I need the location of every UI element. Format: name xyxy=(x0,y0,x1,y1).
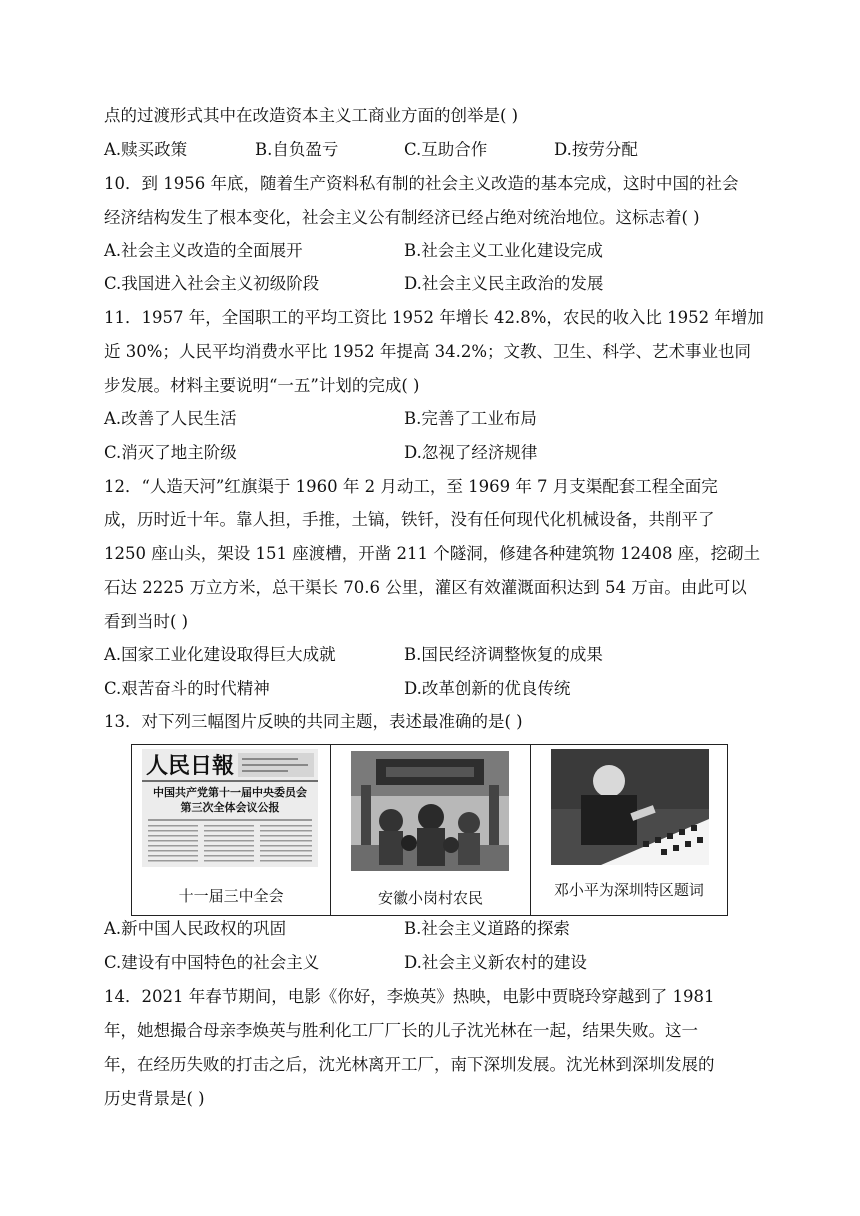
q12-option-a: A.国家工业化建设取得巨大成就 xyxy=(104,645,336,664)
q12-option-b: B.国民经济调整恢复的成果 xyxy=(404,645,603,664)
q13-option-a: A.新中国人民政权的巩固 xyxy=(104,919,287,938)
q9-option-c: C.互助合作 xyxy=(404,140,488,159)
q14-stem-line-1: 14．2021 年春节期间，电影《你好，李焕英》热映，电影中贾晓玲穿越到了 1981 xyxy=(104,987,715,1006)
q14-stem-line-3: 年，在经历失败的打击之后，沈光林离开工厂，南下深圳发展。沈光林到深圳发展的 xyxy=(104,1055,715,1074)
q13-figure-table xyxy=(131,744,728,916)
caption-xiaogang-villagers: 安徽小岗村农民 xyxy=(377,889,483,907)
q12-stem-line-3: 1250 座山头，架设 151 座渡槽，开凿 211 个隧洞，修建各种建筑物 12408 座，挖砌土 xyxy=(104,544,761,563)
q12-stem-line-1: 12．“人造天河”红旗渠于 1960 年 2 月动工，至 1969 年 7 月支渠配套工程全面完 xyxy=(104,477,718,496)
q11-option-d: D.忽视了经济规律 xyxy=(404,443,538,462)
villagers-photo xyxy=(351,751,509,871)
figure-cell-newspaper xyxy=(132,745,330,915)
q11-option-a: A.改善了人民生活 xyxy=(104,409,237,428)
q10-option-d: D.社会主义民主政治的发展 xyxy=(404,274,604,293)
q12-stem-line-5: 看到当时( ) xyxy=(104,612,189,631)
q11-stem-line-3: 步发展。材料主要说明“一五”计划的完成( ) xyxy=(104,376,420,395)
q9-stem-line: 点的过渡形式其中在改造资本主义工商业方面的创举是( ) xyxy=(104,106,519,125)
q13-stem-line: 13．对下列三幅图片反映的共同主题，表述最准确的是( ) xyxy=(104,712,523,731)
newspaper-masthead: 人民日報 xyxy=(146,753,235,779)
q12-stem-line-4: 石达 2225 万立方米，总干渠长 70.6 公里，灌区有效灌溉面积达到 54 万亩。由此可以 xyxy=(104,578,747,597)
newspaper-headline-1: 中国共产党第十一届中央委员会 xyxy=(153,786,307,799)
q10-stem-line-1: 10．到 1956 年底，随着生产资料私有制的社会主义改造的基本完成，这时中国的社会 xyxy=(104,174,739,193)
q11-stem-line-2: 近 30%；人民平均消费水平比 1952 年提高 34.2%；文教、卫生、科学、艺术事业也同 xyxy=(104,342,752,361)
q13-option-c: C.建设有中国特色的社会主义 xyxy=(104,953,320,972)
q11-option-b: B.完善了工业布局 xyxy=(404,409,537,428)
newspaper-picture xyxy=(142,749,318,867)
q12-option-d: D.改革创新的优良传统 xyxy=(404,679,571,698)
q9-option-b: B.自负盈亏 xyxy=(255,140,339,159)
q10-stem-line-2: 经济结构发生了根本变化，社会主义公有制经济已经占绝对统治地位。这标志着( ) xyxy=(104,208,700,227)
caption-plenary-session: 十一届三中全会 xyxy=(178,887,284,905)
q13-option-b: B.社会主义道路的探索 xyxy=(404,919,570,938)
figure-cell-villagers xyxy=(330,745,529,915)
q10-option-a: A.社会主义改造的全面展开 xyxy=(104,241,303,260)
q10-option-b: B.社会主义工业化建设完成 xyxy=(404,241,603,260)
q10-option-c: C.我国进入社会主义初级阶段 xyxy=(104,274,320,293)
q13-option-d: D.社会主义新农村的建设 xyxy=(404,953,587,972)
q11-stem-line-1: 11．1957 年，全国职工的平均工资比 1952 年增长 42.8%，农民的收入比 1952 年增加 xyxy=(104,308,764,327)
caption-deng-inscription: 邓小平为深圳特区题词 xyxy=(553,881,704,899)
q12-option-c: C.艰苦奋斗的时代精神 xyxy=(104,679,270,698)
q14-stem-line-4: 历史背景是( ) xyxy=(104,1089,205,1108)
q12-stem-line-2: 成，历时近十年。靠人担，手推，土镐，铁钎，没有任何现代化机械设备，共削平了 xyxy=(104,510,715,529)
q9-option-a: A.赎买政策 xyxy=(104,140,188,159)
inscription-photo xyxy=(551,749,709,865)
newspaper-headline-2: 第三次全体会议公报 xyxy=(180,801,280,814)
q11-option-c: C.消灭了地主阶级 xyxy=(104,443,237,462)
q9-option-d: D.按劳分配 xyxy=(554,140,638,159)
figure-cell-inscription xyxy=(530,745,727,915)
q14-stem-line-2: 年，她想撮合母亲李焕英与胜利化工厂厂长的儿子沈光林在一起，结果失败。这一 xyxy=(104,1021,698,1040)
